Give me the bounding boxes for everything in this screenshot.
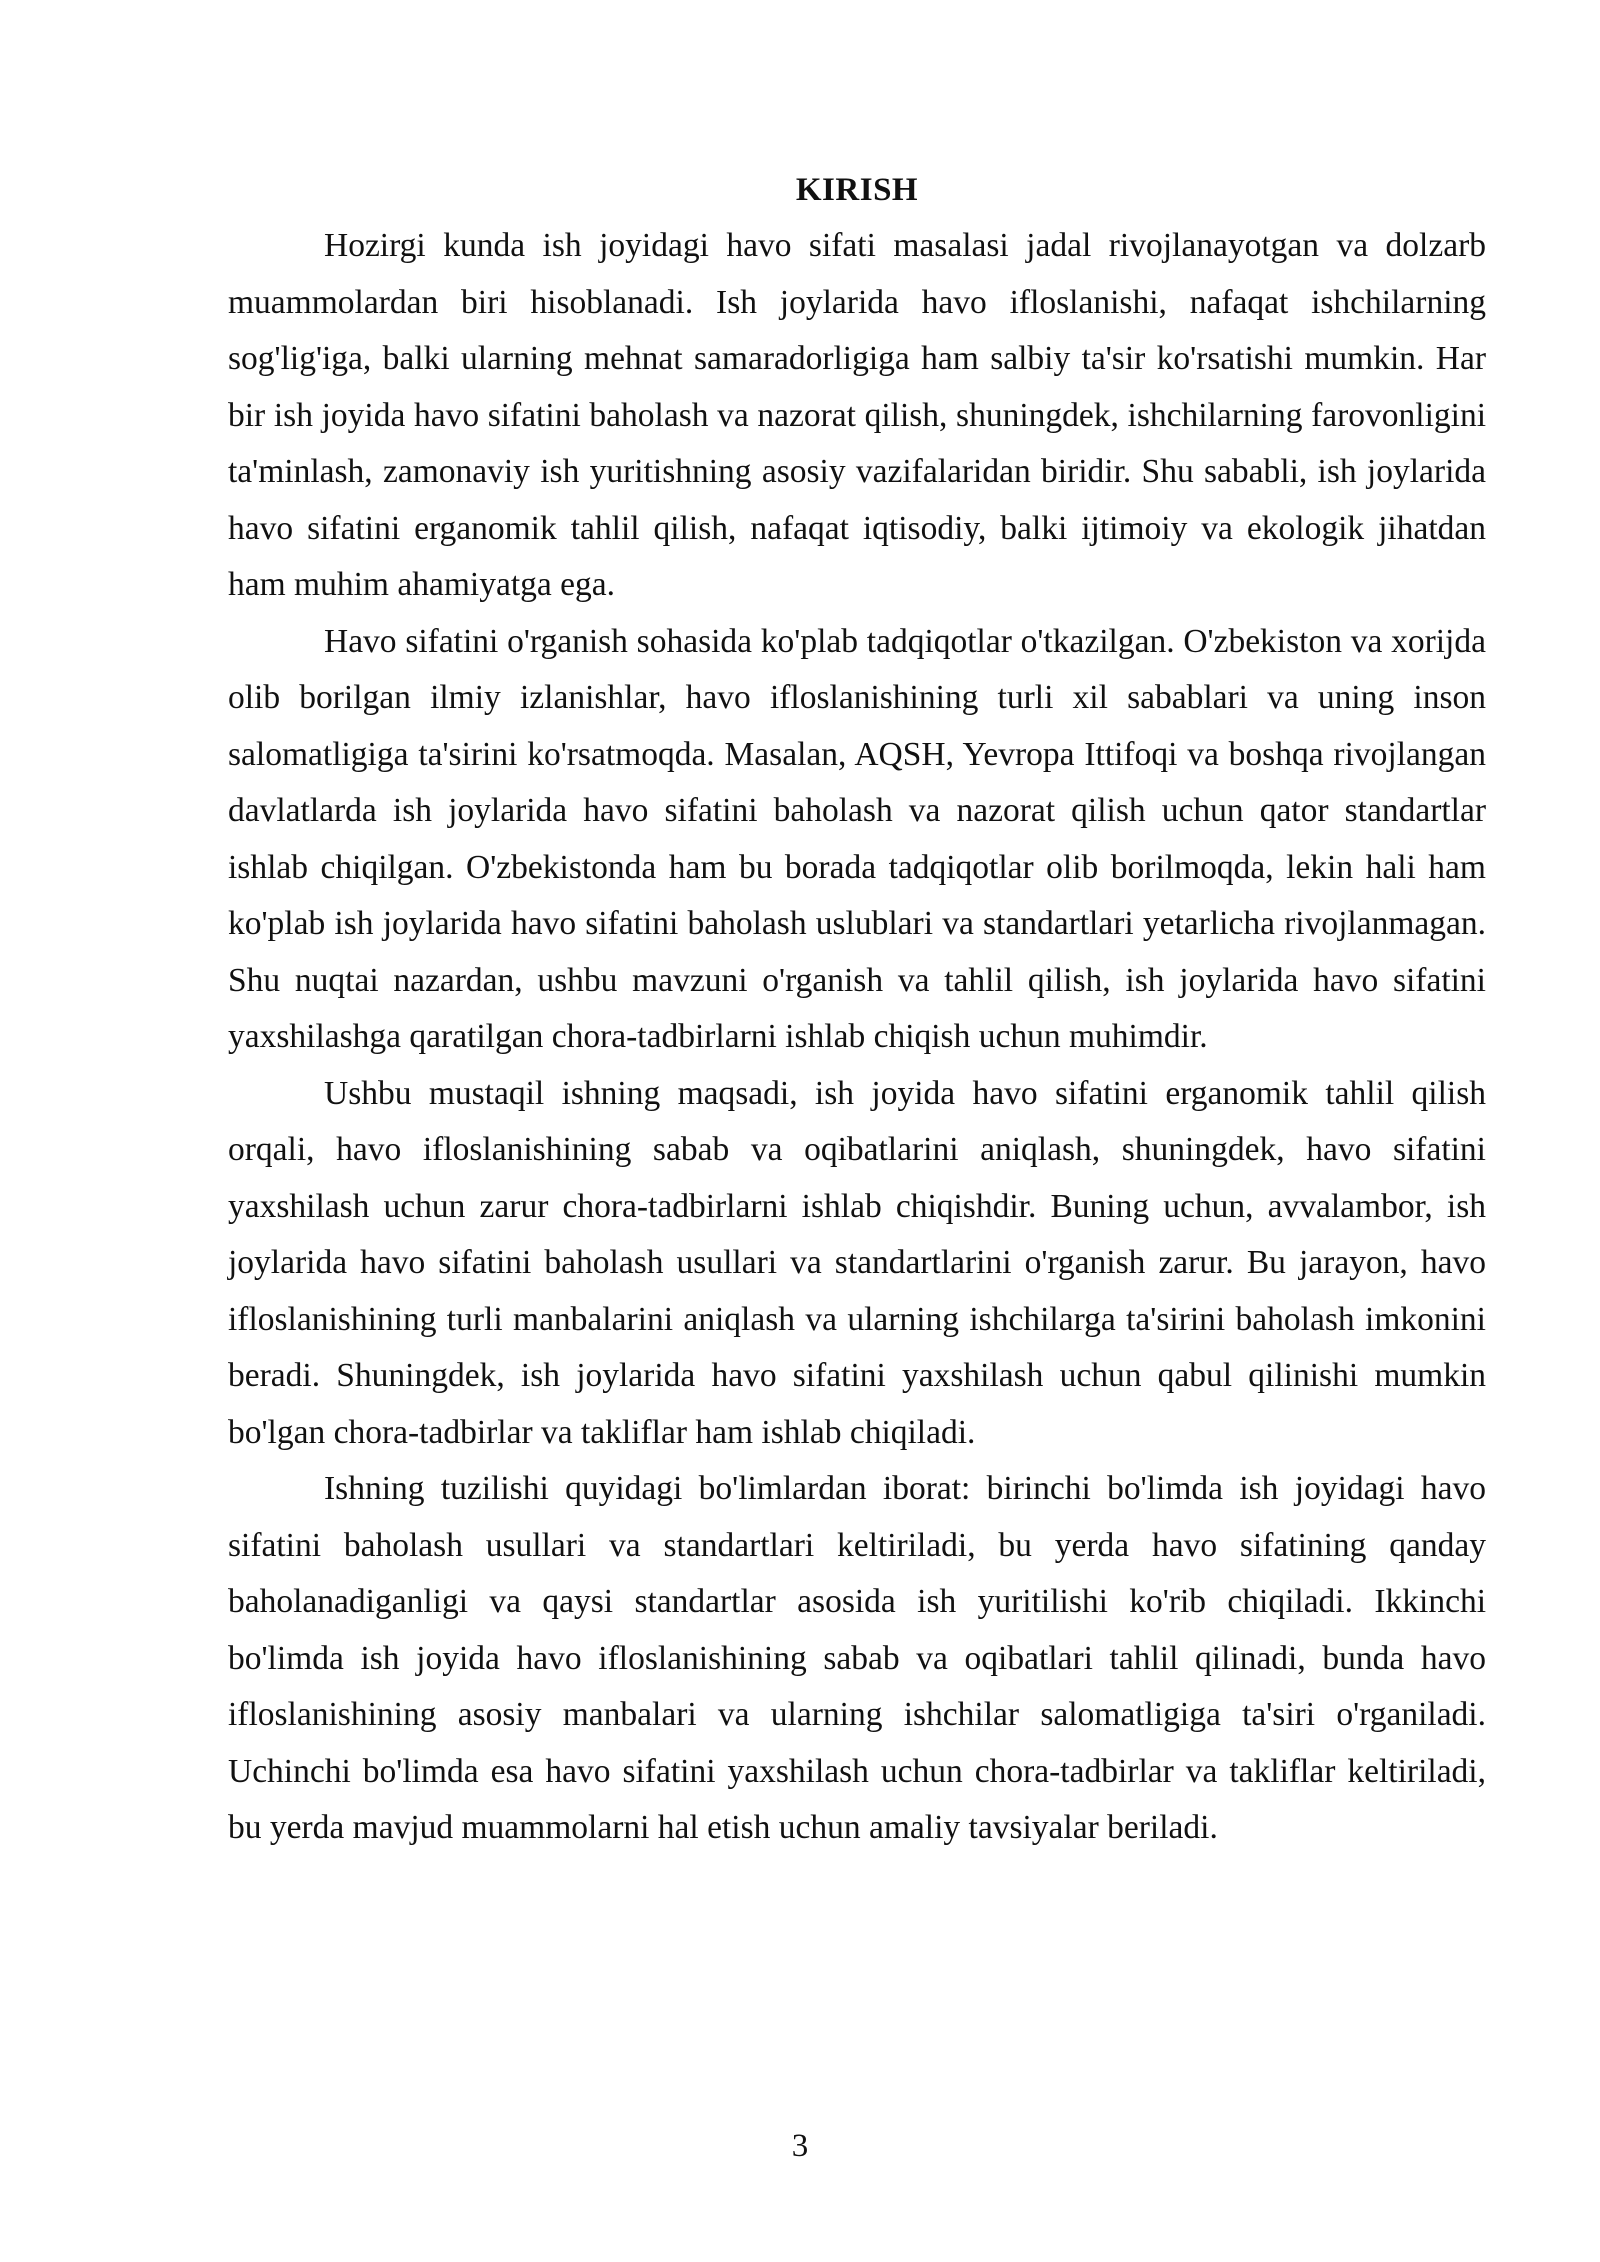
page-title: KIRISH <box>795 172 919 208</box>
page-number: 3 <box>791 2128 809 2164</box>
paragraph-introduction: Hozirgi kunda ish joyidagi havo sifati masalasi jadal rivojlanayotgan va dolzarb muammolardan biri hisoblanadi. Ish joylarida havo ifloslanishi, nafaqat ishchilarning sog'lig'iga, balki ularning mehnat samaradorligiga ham salbiy ta'sir ko'rsatishi mumkin. Har bir ish joyida havo sifatini baholash va nazorat qilish, shuningdek, ishchilarning farovonligini ta'minlash, zamonaviy ish yuritishning asosiy vazifalaridan biridir. Shu sababli, ish joylarida havo sifatini erganomik tahlil qilish, nafaqat iqtisodiy, balki ijtimoiy va ekologik jihatdan ham muhim ahamiyatga ega. <box>228 227 1486 603</box>
page-content <box>228 168 1486 1857</box>
paragraph-work-structure: Ishning tuzilishi quyidagi bo'limlardan iborat: birinchi bo'limda ish joyidagi havo sifatini baholash usullari va standartlari keltiriladi, bu yerda havo sifatining qanday baholanadiganligi va qaysi standartlar asosida ish yuritilishi ko'rib chiqiladi. Ikkinchi bo'limda ish joyida havo ifloslanishining sabab va oqibatlari tahlil qilinadi, bunda havo ifloslanishining asosiy manbalari va ularning ishchilar salomatligiga ta'siri o'rganiladi. Uchinchi bo'limda esa havo sifatini yaxshilash uchun chora-tadbirlar va takliflar keltiriladi, bu yerda mavjud muammolarni hal etish uchun amaliy tavsiyalar beriladi. <box>228 1470 1486 1846</box>
paragraph-work-purpose: Ushbu mustaqil ishning maqsadi, ish joyida havo sifatini erganomik tahlil qilish orqali, havo ifloslanishining sabab va oqibatlarini aniqlash, shuningdek, havo sifatini yaxshilash uchun zarur chora-tadbirlarni ishlab chiqishdir. Buning uchun, avvalambor, ish joylarida havo sifatini baholash usullari va standartlarini o'rganish zarur. Bu jarayon, havo ifloslanishining turli manbalarini aniqlash va ularning ishchilarga ta'sirini baholash imkonini beradi. Shuningdek, ish joylarida havo sifatini yaxshilash uchun qabul qilinishi mumkin bo'lgan chora-tadbirlar va takliflar ham ishlab chiqiladi. <box>228 1074 1486 1451</box>
paragraph-research-background: Havo sifatini o'rganish sohasida ko'plab tadqiqotlar o'tkazilgan. O'zbekiston va xorijda olib borilgan ilmiy izlanishlar, havo ifloslanishining turli xil sabablari va uning inson salomatligiga ta'sirini ko'rsatmoqda. Masalan, AQSH, Yevropa Ittifoqi va boshqa rivojlangan davlatlarda ish joylarida havo sifatini baholash va nazorat qilish uchun qator standartlar ishlab chiqilgan. O'zbekistonda ham bu borada tadqiqotlar olib borilmoqda, lekin hali ham ko'plab ish joylarida havo sifatini baholash uslublari va standartlari yetarlicha rivojlanmagan. Shu nuqtai nazardan, ushbu mavzuni o'rganish va tahlil qilish, ish joylarida havo sifatini yaxshilashga qaratilgan chora-tadbirlarni ishlab chiqish uchun muhimdir. <box>228 622 1486 1055</box>
